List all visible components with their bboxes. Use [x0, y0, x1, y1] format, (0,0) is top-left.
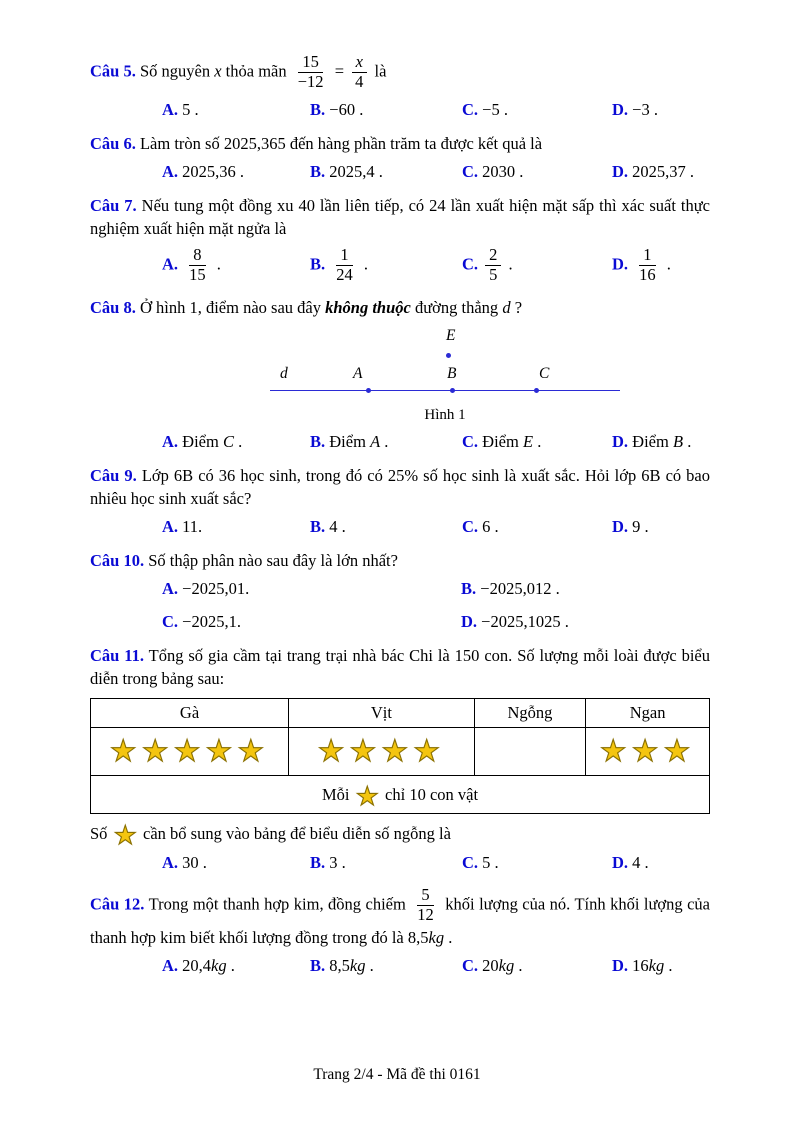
option-text: Điểm — [182, 432, 219, 452]
option-c — [462, 245, 612, 286]
option-c — [462, 160, 612, 184]
option-letter: B. — [310, 254, 326, 274]
option-a — [162, 98, 310, 122]
math-var: x — [214, 61, 222, 81]
legend-text: chỉ 10 con vật — [385, 784, 479, 804]
stem-text: khối lượng của nó. Tính khối lượng của thanh hợp kim biết khối lượng đồng trong đó là 8,5 — [90, 894, 710, 948]
option-c — [462, 430, 612, 454]
option-text: 3 . — [329, 853, 346, 873]
option-letter: A. — [162, 517, 179, 537]
option-text: 16 — [632, 956, 649, 976]
table-star-row — [91, 728, 710, 776]
option-dot: . — [365, 956, 374, 976]
option-letter: B. — [310, 517, 326, 537]
figure-hinh1 — [90, 329, 710, 424]
option-text: 6 . — [482, 517, 499, 537]
option-dot: . — [537, 432, 542, 452]
stem-text: đường thẳng — [414, 298, 499, 317]
option-text: 4 . — [632, 853, 649, 873]
option-letter: C. — [462, 956, 479, 976]
option-letter: D. — [612, 161, 629, 181]
table-header-row — [91, 699, 710, 728]
question-stem — [90, 885, 710, 949]
option-d — [461, 610, 710, 634]
figure-caption: Hình 1 — [424, 407, 466, 424]
math-var: B — [672, 432, 684, 452]
question-label: Câu 7. — [90, 195, 137, 215]
options-row — [162, 851, 710, 875]
option-letter: C. — [462, 432, 479, 452]
fraction: $\frac{15}{-12}$ — [297, 52, 324, 91]
options-row — [162, 430, 710, 454]
option-a — [162, 160, 310, 184]
option-dot: . — [238, 432, 243, 452]
question-9 — [90, 464, 710, 539]
option-d — [612, 430, 710, 454]
option-a — [162, 954, 310, 978]
question-stem — [90, 549, 710, 572]
label-a: A — [353, 365, 363, 383]
star-cell-vit — [289, 728, 475, 776]
figure-canvas — [270, 329, 620, 399]
option-letter: D. — [612, 956, 629, 976]
question-stem — [90, 52, 710, 93]
col-header-ga: Gà — [91, 699, 289, 728]
stem-text: Tổng số gia cầm tại trang trại nhà bác Chi là 150 con. Số lượng mỗi loài được biểu diễn trong bảng sau: — [90, 646, 711, 689]
point-e-dot — [446, 353, 451, 358]
option-letter: A. — [162, 579, 179, 599]
option-letter: B. — [310, 432, 326, 452]
option-letter: B. — [461, 579, 477, 599]
option-a — [162, 245, 310, 286]
option-d — [612, 245, 710, 286]
star-cell-ga — [91, 728, 289, 776]
option-letter: D. — [612, 99, 629, 119]
option-letter: C. — [462, 517, 479, 537]
fraction: $\frac{1}{24}$ — [336, 245, 353, 285]
option-letter: C. — [462, 99, 479, 119]
option-b — [310, 98, 462, 122]
legend-cell: Mỗi ★ chỉ 10 con vật — [91, 776, 710, 814]
option-text: −60 . — [329, 99, 364, 119]
option-text: 2025,36 . — [182, 161, 245, 181]
option-letter: C. — [462, 161, 479, 181]
math-var: C — [222, 432, 234, 452]
options-row — [162, 245, 710, 286]
options-row — [162, 98, 710, 122]
options-grid — [162, 577, 710, 634]
option-text: −3 . — [632, 99, 658, 119]
question-followup: Số ★ cần bổ sung vào bảng để biểu diễn số ngỗng là — [90, 821, 451, 851]
question-8 — [90, 296, 710, 454]
option-c — [462, 851, 612, 875]
legend-text: Mỗi — [321, 784, 350, 804]
option-text: −2025,1. — [182, 612, 241, 632]
point-a-dot — [366, 388, 371, 393]
option-letter: A. — [162, 432, 179, 452]
label-b: B — [447, 365, 457, 383]
col-header-ngan: Ngan — [586, 699, 710, 728]
stem-text: thỏa mãn — [225, 61, 287, 81]
fraction: $\frac{x}{4}$ — [351, 53, 367, 92]
star-icons: ★★★★★ — [109, 734, 270, 768]
option-text: 2030 . — [482, 161, 524, 181]
option-c — [162, 610, 461, 634]
option-text: 20 — [482, 956, 499, 976]
option-text: 4 . — [329, 517, 346, 537]
unit-kg: kg — [349, 956, 366, 976]
unit-kg: kg — [428, 928, 445, 948]
option-dot: . — [514, 956, 523, 976]
unit-kg: kg — [498, 956, 515, 976]
stem-text: Ở hình 1, điểm nào sau đây — [139, 298, 321, 317]
stem-text: Lớp 6B có 36 học sinh, trong đó có 25% số học sinh là xuất sắc. Hỏi lớp 6B có bao nhiêu học sinh xuất sắc? — [90, 466, 711, 509]
option-text: 8,5 — [329, 956, 350, 976]
options-row — [162, 954, 710, 978]
option-letter: B. — [310, 99, 326, 119]
option-dot: . — [664, 956, 673, 976]
option-letter: D. — [612, 853, 629, 873]
option-c — [462, 515, 612, 539]
star-icons: ★★★ — [599, 734, 696, 768]
option-d — [612, 851, 710, 875]
question-stem — [90, 644, 710, 690]
table-legend-row — [91, 776, 710, 814]
option-text: −2025,012 . — [480, 579, 560, 599]
option-c — [462, 954, 612, 978]
stem-text: Làm tròn số 2025,365 đến hàng phần trăm ta được kết quả là — [139, 133, 543, 153]
point-c-dot — [534, 388, 539, 393]
question-label: Câu 11. — [90, 646, 144, 666]
option-letter: C. — [162, 612, 179, 632]
option-letter: D. — [612, 432, 629, 452]
option-text: 9 . — [632, 517, 649, 537]
option-letter: D. — [612, 517, 629, 537]
stem-text: Nếu tung một đồng xu 40 lần liên tiếp, có 24 lần xuất hiện mặt sấp thì xác suất thực nghiệm xuất hiện mặt ngửa là — [90, 195, 711, 238]
label-e: E — [446, 327, 456, 345]
math-var: E — [522, 432, 534, 452]
point-b-dot — [450, 388, 455, 393]
math-var: d — [502, 298, 511, 317]
option-d — [612, 954, 710, 978]
option-b — [310, 430, 462, 454]
stem-text: ? — [514, 298, 523, 317]
option-letter: B. — [310, 956, 326, 976]
fraction: $\frac{8}{15}$ — [189, 245, 206, 285]
question-5 — [90, 52, 710, 122]
question-label: Câu 12. — [90, 894, 145, 914]
options-row — [162, 515, 710, 539]
poultry-table — [90, 698, 710, 814]
option-text: 30 . — [182, 853, 207, 873]
question-7 — [90, 194, 710, 286]
star-cell-ngan — [586, 728, 710, 776]
option-dot: . — [226, 956, 235, 976]
option-letter: A. — [162, 853, 179, 873]
option-text: 11. — [182, 517, 203, 537]
page-footer: Trang 2/4 - Mã đề thi 0161 — [313, 1066, 481, 1083]
option-d — [612, 515, 710, 539]
question-10 — [90, 549, 710, 634]
option-dot: . — [363, 254, 369, 274]
star-cell-ngong — [474, 728, 585, 776]
fraction: $\frac{5}{12}$ — [417, 885, 434, 925]
options-row — [162, 160, 710, 184]
option-a — [162, 430, 310, 454]
question-label: Câu 8. — [90, 298, 136, 317]
option-text: 5 . — [182, 99, 199, 119]
option-text: 5 . — [482, 853, 499, 873]
option-b — [310, 954, 462, 978]
question-11 — [90, 644, 710, 875]
stem-text: là — [374, 61, 387, 81]
option-a — [162, 851, 310, 875]
star-icons: ★★★★ — [317, 734, 446, 768]
label-c: C — [539, 365, 550, 383]
option-text: 2025,37 . — [632, 161, 695, 181]
question-label: Câu 10. — [90, 551, 145, 571]
option-dot: . — [687, 432, 692, 452]
stem-text: . — [444, 928, 453, 948]
question-label: Câu 5. — [90, 61, 136, 81]
option-c — [462, 98, 612, 122]
option-text: Điểm — [329, 432, 366, 452]
unit-kg: kg — [648, 956, 665, 976]
option-text: Điểm — [482, 432, 519, 452]
col-header-ngong: Ngỗng — [474, 699, 585, 728]
option-dot: . — [384, 432, 389, 452]
fraction: $\frac{1}{16}$ — [639, 245, 656, 285]
question-label: Câu 6. — [90, 133, 136, 153]
option-letter: D. — [461, 612, 478, 632]
option-letter: D. — [612, 254, 629, 274]
option-b — [310, 851, 462, 875]
option-b — [310, 515, 462, 539]
option-text: Điểm — [632, 432, 669, 452]
stem-emphasis: không thuộc — [325, 298, 411, 317]
stem-text: Số nguyên — [139, 61, 211, 81]
option-letter: A. — [162, 956, 179, 976]
option-letter: A. — [162, 99, 179, 119]
followup-text: cần bổ sung vào bảng để biểu diễn số ngỗng là — [143, 824, 451, 844]
option-letter: B. — [310, 161, 326, 181]
option-a — [162, 577, 461, 601]
option-dot: . — [508, 254, 513, 274]
option-a — [162, 515, 310, 539]
option-b — [310, 245, 462, 286]
unit-kg: kg — [211, 956, 227, 976]
option-dot: . — [666, 254, 671, 274]
option-letter: C. — [462, 853, 479, 873]
stem-text: Trong một thanh hợp kim, đồng chiếm — [148, 894, 406, 914]
question-stem — [90, 132, 710, 155]
option-d — [612, 98, 710, 122]
option-b — [461, 577, 710, 601]
option-b — [310, 160, 462, 184]
option-letter: A. — [162, 254, 179, 274]
followup-text: Số — [90, 824, 108, 844]
option-text: −2025,1025 . — [481, 612, 569, 632]
stem-text: Số thập phân nào sau đây là lớn nhất? — [148, 551, 398, 571]
label-d: d — [280, 365, 288, 383]
fraction: $\frac{2}{5}$ — [485, 246, 501, 285]
option-dot: . — [216, 254, 221, 274]
question-label: Câu 9. — [90, 466, 137, 486]
math-var: A — [370, 432, 381, 452]
question-stem — [90, 464, 710, 510]
option-text: 2025,4 . — [329, 161, 383, 181]
equals-sign: = — [334, 61, 344, 81]
question-12 — [90, 885, 710, 978]
option-text: −5 . — [482, 99, 508, 119]
option-d — [612, 160, 710, 184]
question-6 — [90, 132, 710, 184]
question-stem — [90, 194, 710, 240]
option-letter: B. — [310, 853, 326, 873]
option-text: 20,4 — [182, 956, 212, 976]
question-stem — [90, 296, 710, 319]
option-letter: A. — [162, 161, 179, 181]
option-text: −2025,01. — [182, 579, 250, 599]
col-header-vit: Vịt — [289, 699, 475, 728]
option-letter: C. — [462, 254, 479, 274]
line-d — [270, 390, 620, 391]
